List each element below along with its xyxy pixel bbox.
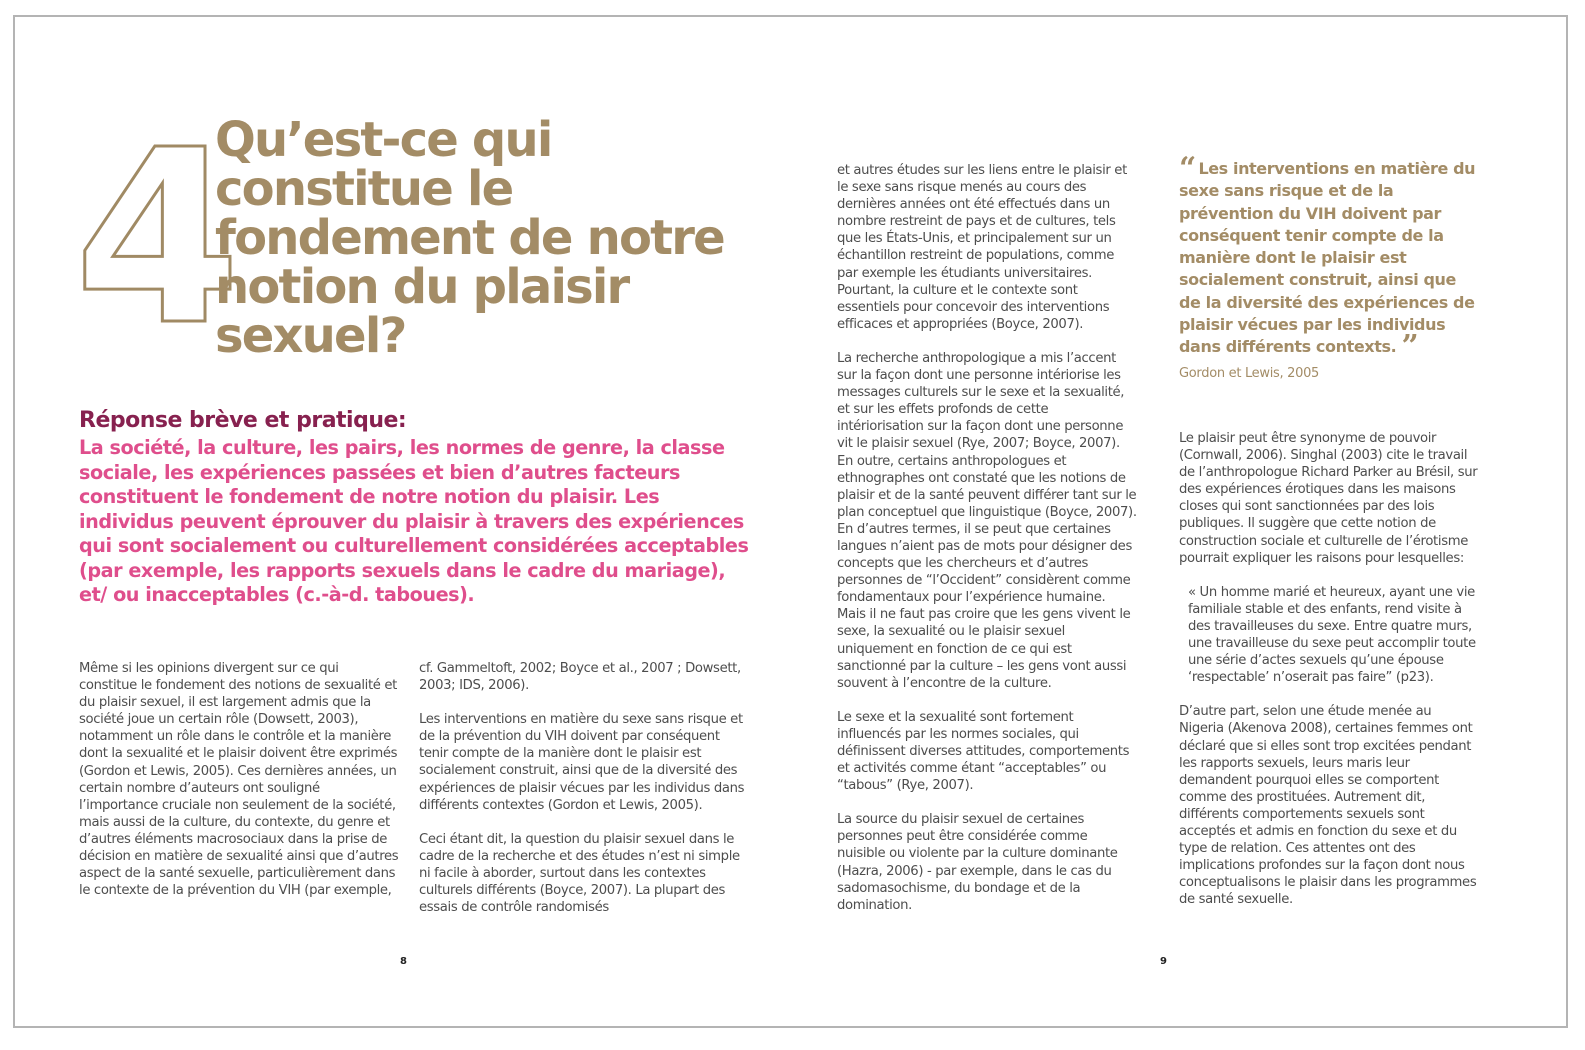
- paragraph: Le sexe et la sexualité sont fortement influencés par les normes sociales, qui définissent diverses attitudes, comportements et activités comme étant “acceptables” ou “tabous” (Rye, 2007).: [837, 709, 1130, 794]
- paragraph: La recherche anthropologique a mis l’accent sur la façon dont une personne intériorise les messages culturels sur le sexe et la sexualité, et sur les effets profonds de cette intériorisation sur la façon dont une personne vit le plaisir sexuel (Rye, 2007; Boyce, 2007). En outre, certains anthropologues et ethnographes ont constaté que les notions de plaisir et de la santé peuvent différer tant sur le plan conceptuel que linguistique (Boyce, 2007). En d’autres termes, il se peut que certaines langues n’aient pas de mots pour désigner des concepts que les chercheurs et d’autres personnes de “l’Occident” considèrent comme fondamentaux pour l’expérience humaine. Mais il ne faut pas croire que les gens vivent le sexe, la sexualité ou le plaisir sexuel uniquement en fonction de ce qui est sanctionné par la culture – les gens vont aussi souvent à l’encontre de la culture.: [837, 350, 1137, 691]
- body-column-1: [79, 660, 399, 916]
- paragraph: La source du plaisir sexuel de certaines personnes peut être considérée comme nuisible ou violente par la culture dominante (Hazra, 2006) - par exemple, dans le cas du sadomasochisme, du bondage et de la domination.: [837, 812, 1118, 913]
- open-quote-icon: “: [1179, 151, 1194, 186]
- block-quote: « Un homme marié et heureux, ayant une vie familiale stable et des enfants, rend visite à des travailleuses du sexe. Entre quatre murs, une travailleuse du sexe peut accomplir toute une série d’actes sexuels qu’une épouse ‘respectable’ n’oserait pas faire” (p23).: [1188, 584, 1476, 686]
- pull-quote: [1179, 151, 1479, 365]
- pull-quote-source: Gordon et Lewis, 2005: [1179, 366, 1320, 381]
- paragraph: et autres études sur les liens entre le plaisir et le sexe sans risque menés au cours des dernières années ont été effectués dans un nombre restreint de pays et de cultures, tels que les États-Unis, et principalement sur un échantillon restreint de populations, comme par exemple les étudiants universitaires. Pourtant, la culture et le contexte sont essentiels pour concevoir des interventions efficaces et appropriées (Boyce, 2007).: [837, 163, 1127, 332]
- paragraph: Ceci étant dit, la question du plaisir sexuel dans le cadre de la recherche et des études n’est ni simple ni facile à aborder, surtout dans les contextes culturels différents (Boyce, 2007). La plupart des essais de contrôle randomisés: [419, 831, 740, 916]
- pull-quote-text: Les interventions en matière du sexe sans risque et de la prévention du VIH doivent par conséquent tenir compte de la manière dont le plaisir est socialement construit, ainsi que de la diversité des expériences de plaisir vécues par les individus dans différents contexts.: [1179, 159, 1476, 357]
- close-quote-icon: ”: [1401, 329, 1416, 365]
- page-number-left: 8: [400, 956, 407, 967]
- paragraph: Les interventions en matière du sexe sans risque et de la prévention du VIH doivent par conséquent tenir compte de la manière dont le plaisir est socialement construit, ainsi que de la diversité des expériences de plaisir vécues par les individus dans différents contextes (Gordon et Lewis, 2005).: [419, 712, 745, 813]
- paragraph: cf. Gammeltoft, 2002; Boyce et al., 2007 ; Dowsett, 2003; IDS, 2006).: [419, 661, 741, 694]
- chapter-title: Qu’est-ce qui constitue le fondement de notre notion du plaisir sexuel?: [215, 112, 724, 364]
- body-column-3: [837, 162, 1137, 931]
- body-column-2: [419, 660, 749, 933]
- short-answer-heading: Réponse brève et pratique:: [79, 408, 407, 433]
- chapter-number: 4: [74, 98, 233, 378]
- paragraph: Le plaisir peut être synonyme de pouvoir (Cornwall, 2006). Singhal (2003) cite le travail de l’anthropologue Richard Parker au Brésil, sur des expériences érotiques dans les maisons closes qui sont sanctionnées par des lois publiques. Il suggère que cette notion de construction sociale et culturelle de l’érotisme pourrait expliquer les raisons pour lesquelles:: [1179, 431, 1478, 566]
- body-column-4: [1179, 430, 1479, 925]
- page-number-right: 9: [1160, 956, 1167, 967]
- paragraph: Même si les opinions divergent sur ce qui constitue le fondement des notions de sexualité et du plaisir sexuel, il est largement admis que la société joue un certain rôle (Dowsett, 2003), notamment un rôle dans le contrôle et la manière dont la sexualité et le plaisir doivent être exprimés (Gordon et Lewis, 2005). Ces dernières années, un certain nombre d’auteurs ont souligné l’importance cruciale non seulement de la société, mais aussi de la culture, du contexte, du genre et d’autres éléments macrosociaux dans la prise de décision en matière de sexualité ainsi que d’autres aspect de la santé sexuelle, particulièrement dans le contexte de la prévention du VIH (par exemple,: [79, 661, 399, 899]
- paragraph: D’autre part, selon une étude menée au Nigeria (Akenova 2008), certaines femmes ont déclaré que si elles sont trop excitées pendant les rapports sexuels, leurs maris leur demandent pourquoi elles se comportent comme des prostituées. Autrement dit, différents comportements sexuels sont acceptés et admis en fonction du sexe et du type de relation. Ces attentes ont des implications profondes sur la façon dont nous conceptualisons le plaisir dans les programmes de santé sexuelle.: [1179, 704, 1477, 908]
- short-answer-body: La société, la culture, les pairs, les normes de genre, la classe sociale, les expériences passées et bien d’autres facteurs constituent le fondement de notre notion du plaisir. Les individus peuvent éprouver du plaisir à travers des expériences qui sont socialement ou culturellement considérées acceptables (par exemple, les rapports sexuels dans le cadre du mariage), et/ ou inacceptables (c.-à-d. taboues).: [79, 436, 749, 606]
